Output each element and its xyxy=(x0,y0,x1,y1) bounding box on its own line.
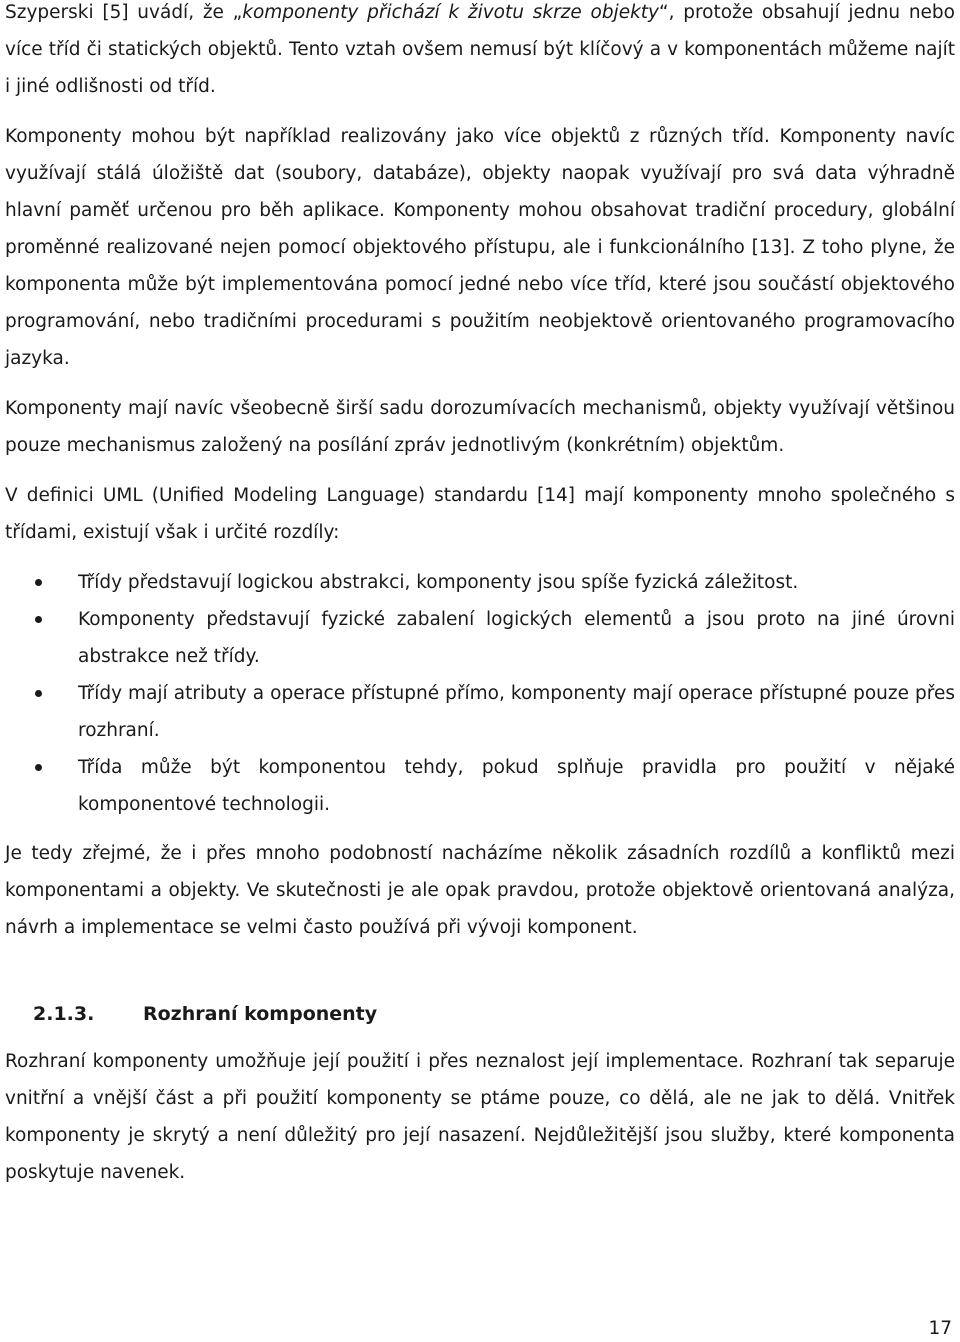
section-title: Rozhraní komponenty xyxy=(143,1003,378,1025)
list-item xyxy=(5,601,955,675)
section-number: 2.1.3. xyxy=(33,1003,95,1025)
page-number: 17 xyxy=(928,1318,952,1339)
bullet-icon xyxy=(35,764,42,771)
paragraph-uml-definice: V definici UML (Unified Modeling Language) standardu [14] mají komponenty mnoho společného s třídami, existují však i určité rozdíly: xyxy=(5,485,955,543)
section-heading xyxy=(5,996,955,1033)
bullet-icon xyxy=(35,616,42,623)
paragraph-szyperski-intro: Szyperski [5] uvádí, že „ xyxy=(5,2,243,23)
document-page xyxy=(5,0,955,1191)
bullet-icon xyxy=(35,690,42,697)
paragraph-rozhrani: Rozhraní komponenty umožňuje její použití i přes neznalost její implementace. Rozhraní tak separuje vnitřní a vnější část a při použití komponenty se ptáme pouze, co dělá, ale ne jak to dělá. Vnitřek komponenty je skrytý a není důležitý pro její nasazení. Nejdůležitější jsou služby, které komponenta poskytuje navenek. xyxy=(5,1051,955,1183)
paragraph-dorozumivaci-mechanismy: Komponenty mají navíc všeobecně širší sadu dorozumívacích mechanismů, objekty využívají většinou pouze mechanismus založený na posílání zpráv jednotlivým (konkrétním) objektům. xyxy=(5,398,955,456)
differences-list xyxy=(5,564,955,823)
list-item xyxy=(5,749,955,823)
paragraph-szyperski-rest: “, protože obsahují jednu nebo více tříd či statických objektů. Tento vztah ovšem nemusí být klíčový a v komponentách můžeme najít i jiné odlišnosti od tříd. xyxy=(5,2,955,97)
bullet-icon xyxy=(35,579,42,586)
list-item-text: Komponenty představují fyzické zabalení logických elementů a jsou proto na jiné úrovni abstrakce než třídy. xyxy=(78,609,955,667)
list-item-text: Třída může být komponentou tehdy, pokud splňuje pravidla pro použití v nějaké komponentové technologii. xyxy=(78,757,955,815)
list-item-text: Třídy představují logickou abstrakci, komponenty jsou spíše fyzická záležitost. xyxy=(78,572,799,593)
quote-italic: komponenty přichází k životu skrze objekty xyxy=(242,2,659,23)
paragraph-zaver-rozdily: Je tedy zřejmé, že i přes mnoho podobností nacházíme několik zásadních rozdílů a konfliktů mezi komponentami a objekty. Ve skutečnosti je ale opak pravdou, protože objektově orientovaná analýza, návrh a implementace se velmi často používá při vývoji komponent. xyxy=(5,843,955,938)
list-item xyxy=(5,564,955,601)
paragraph-szyperski xyxy=(5,0,955,105)
list-item xyxy=(5,675,955,749)
list-item-text: Třídy mají atributy a operace přístupné přímo, komponenty mají operace přístupné pouze přes rozhraní. xyxy=(78,683,955,741)
paragraph-komponenty-realizace: Komponenty mohou být například realizovány jako více objektů z různých tříd. Komponenty navíc využívají stálá úložiště dat (soubory, databáze), objekty naopak využívají pro svá data výhradně hlavní paměť určenou pro běh aplikace. Komponenty mohou obsahovat tradiční procedury, globální proměnné realizované nejen pomocí objektového přístupu, ale i funkcionálního [13]. Z toho plyne, že komponenta může být implementována pomocí jedné nebo více tříd, které jsou součástí objektového programování, nebo tradičními procedurami s použitím neobjektově orientovaného programovacího jazyka. xyxy=(5,126,955,369)
